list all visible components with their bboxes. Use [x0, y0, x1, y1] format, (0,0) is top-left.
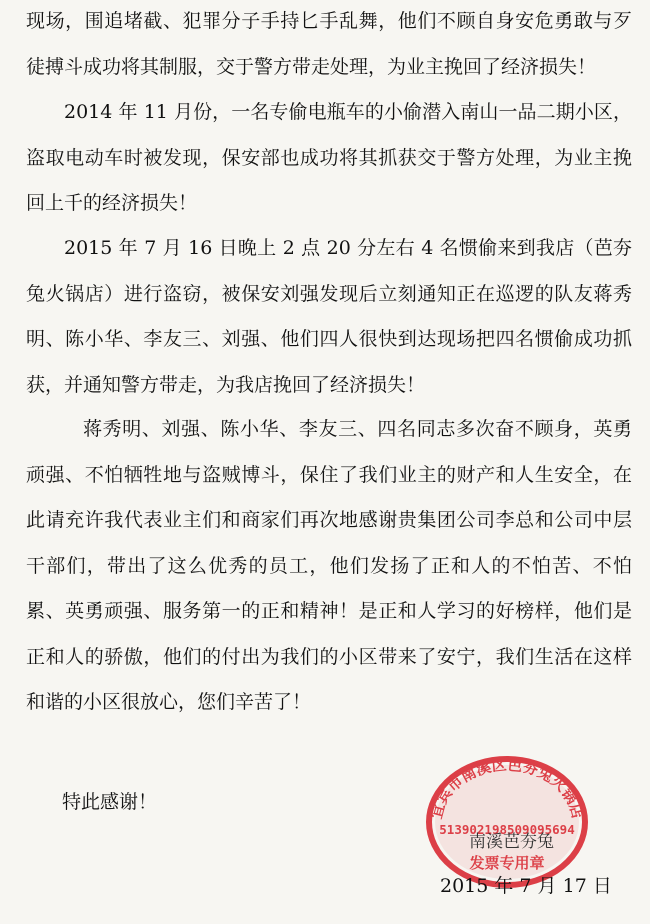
closing-text: 特此感谢！	[62, 791, 158, 813]
paragraph-1: 现场，围追堵截、犯罪分子手持匕手乱舞，他们不顾自身安危勇敢与歹徒搏斗成功将其制服，交于警方带走处理，为业主挽回了经济损失！	[26, 10, 632, 78]
paragraph-4: 蒋秀明、刘强、陈小华、李友三、四名同志多次奋不顾身，英勇顽强、不怕牺牲地与盗贼博斗，保住了我们业主的财产和人生安全，在此请充许我代表业主们和商家们再次地感谢贵集团公司李总和公司中层干部们，带出了这么优秀的员工，他们发扬了正和人的不怕苦、不怕累、英勇顽强、服务第一的正和精神！是正和人学习的好榜样，他们是正和人的骄傲，他们的付出为我们的小区带来了安宁，我们生活在这样和谐的小区很放心，您们辛苦了！	[26, 418, 632, 713]
seal-outer-text: 宜宾市南溪区芭夯兔火锅店	[427, 755, 587, 821]
paragraph-3: 2015 年 7 月 16 日晚上 2 点 20 分左右 4 名惯偷来到我店（芭夯兔火锅店）进行盗窃，被保安刘强发现后立刻通知正在巡逻的队友蒋秀明、陈小华、李友三、刘强、他们四人很快到达现场把四名惯偷成功抓获，并通知警方带走，为我店挽回了经济损失！	[26, 237, 632, 396]
seal-tax-number: 513902198509095694	[439, 822, 575, 837]
seal-bottom-text: 发票专用章	[469, 854, 545, 872]
signature: 南溪芭夯兔	[469, 832, 554, 852]
paragraph-2: 2014 年 11 月份，一名专偷电瓶车的小偷潜入南山一品二期小区，盗取电动车时被发现，保安部也成功将其抓获交于警方处理，为业主挽回上千的经济损失！	[26, 101, 632, 214]
letter-date: 2015 年 7 月 17 日	[440, 875, 612, 897]
